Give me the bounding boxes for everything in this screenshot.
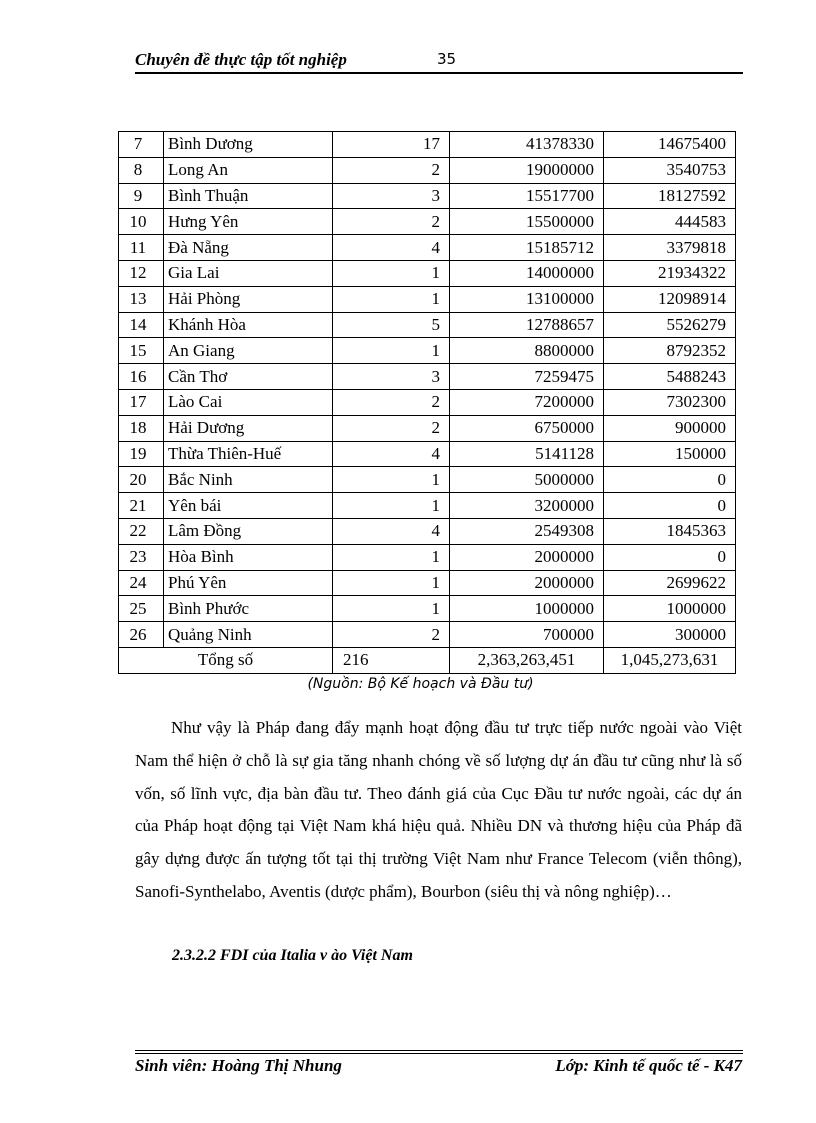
page-header [135,48,743,74]
footer-class: Lớp: Kinh tế quốc tế - K47 [555,1056,742,1075]
table-cell-registered-capital: 2000000 [450,544,604,570]
table-cell-province: Bắc Ninh [164,467,333,493]
header-rule [135,72,743,74]
table-cell-province: Quảng Ninh [164,622,333,648]
table-cell-stt: 7 [119,132,164,158]
table-cell-stt: 18 [119,415,164,441]
table-cell-projects: 1 [333,544,450,570]
table-cell-province: Hưng Yên [164,209,333,235]
table-cell-stt: 11 [119,235,164,261]
table-row [119,544,736,570]
table-cell-province: Gia Lai [164,260,333,286]
table-cell-projects: 4 [333,518,450,544]
table-cell-province: Bình Dương [164,132,333,158]
table-row [119,338,736,364]
table-cell-stt: 8 [119,157,164,183]
table-cell-registered-capital: 700000 [450,622,604,648]
table-cell-registered-capital: 15185712 [450,235,604,261]
table-cell-stt: 10 [119,209,164,235]
table-cell-stt: 17 [119,389,164,415]
table-cell-stt: 16 [119,364,164,390]
table-cell-stt: 19 [119,441,164,467]
table-cell-projects: 1 [333,286,450,312]
table-cell-implemented-capital: 7302300 [604,389,736,415]
footer-student: Sinh viên: Hoàng Thị Nhung [135,1056,342,1075]
table-cell-stt: 22 [119,518,164,544]
table-row [119,467,736,493]
table-cell-registered-capital: 3200000 [450,493,604,519]
total-registered-capital: 2,363,263,451 [450,647,604,673]
table-cell-implemented-capital: 444583 [604,209,736,235]
table-cell-stt: 26 [119,622,164,648]
table-cell-projects: 4 [333,441,450,467]
table-cell-registered-capital: 2549308 [450,518,604,544]
table-cell-implemented-capital: 3379818 [604,235,736,261]
header-title: Chuyên đề thực tập tốt nghiệp [135,50,347,69]
table-row [119,312,736,338]
table-cell-province: Lào Cai [164,389,333,415]
table-cell-stt: 14 [119,312,164,338]
table-cell-projects: 2 [333,389,450,415]
footer-rule [135,1053,743,1054]
table-row [119,389,736,415]
table-cell-province: Hòa Bình [164,544,333,570]
table-cell-province: Khánh Hòa [164,312,333,338]
table-cell-implemented-capital: 0 [604,544,736,570]
table-cell-projects: 1 [333,467,450,493]
table-cell-projects: 3 [333,364,450,390]
table-cell-projects: 1 [333,596,450,622]
table-cell-stt: 20 [119,467,164,493]
section-heading: 2.3.2.2 FDI của Italia v ào Việt Nam [172,947,413,964]
table-row [119,235,736,261]
table-body [119,132,736,674]
table-row [119,570,736,596]
table-cell-stt: 13 [119,286,164,312]
table-total-row [119,647,736,673]
fdi-province-table [118,131,736,674]
table-cell-implemented-capital: 0 [604,467,736,493]
table-source: (Nguồn: Bộ Kế hoạch và Đầu tư) [307,676,534,692]
table-cell-province: Hải Dương [164,415,333,441]
table-cell-implemented-capital: 12098914 [604,286,736,312]
table-row [119,518,736,544]
table-cell-province: Bình Thuận [164,183,333,209]
table-cell-province: Thừa Thiên-Huế [164,441,333,467]
footer-rule [135,1050,743,1051]
table-cell-registered-capital: 15500000 [450,209,604,235]
table-cell-stt: 9 [119,183,164,209]
table-cell-province: Phú Yên [164,570,333,596]
table-row [119,286,736,312]
total-implemented-capital: 1,045,273,631 [604,647,736,673]
table-cell-implemented-capital: 21934322 [604,260,736,286]
table-cell-projects: 2 [333,209,450,235]
table-row [119,364,736,390]
table-cell-registered-capital: 19000000 [450,157,604,183]
table-cell-registered-capital: 2000000 [450,570,604,596]
table-cell-stt: 15 [119,338,164,364]
table-cell-province: Đà Nẵng [164,235,333,261]
table-cell-projects: 1 [333,338,450,364]
table-cell-projects: 2 [333,157,450,183]
table-cell-registered-capital: 12788657 [450,312,604,338]
table-cell-registered-capital: 5000000 [450,467,604,493]
table-cell-implemented-capital: 900000 [604,415,736,441]
table-cell-stt: 24 [119,570,164,596]
table-cell-province: Cần Thơ [164,364,333,390]
total-projects: 216 [333,647,450,673]
table-cell-registered-capital: 14000000 [450,260,604,286]
table-cell-projects: 1 [333,570,450,596]
table-cell-implemented-capital: 18127592 [604,183,736,209]
table-cell-projects: 5 [333,312,450,338]
table-cell-projects: 2 [333,415,450,441]
table-cell-implemented-capital: 150000 [604,441,736,467]
table-cell-registered-capital: 41378330 [450,132,604,158]
total-label: Tổng số [119,647,333,673]
table-cell-stt: 21 [119,493,164,519]
table-cell-registered-capital: 8800000 [450,338,604,364]
table-cell-registered-capital: 7200000 [450,389,604,415]
table-cell-implemented-capital: 14675400 [604,132,736,158]
table-cell-implemented-capital: 1000000 [604,596,736,622]
table-cell-province: Bình Phước [164,596,333,622]
table-row [119,157,736,183]
table-cell-province: Long An [164,157,333,183]
table-cell-projects: 1 [333,493,450,519]
table-cell-province: An Giang [164,338,333,364]
table-row [119,132,736,158]
page-number: 35 [437,50,457,68]
table-cell-registered-capital: 13100000 [450,286,604,312]
table-row [119,622,736,648]
table-cell-projects: 17 [333,132,450,158]
table-cell-implemented-capital: 2699622 [604,570,736,596]
table-row [119,415,736,441]
table-cell-registered-capital: 15517700 [450,183,604,209]
table-row [119,493,736,519]
table-cell-implemented-capital: 300000 [604,622,736,648]
table-cell-registered-capital: 1000000 [450,596,604,622]
table-cell-projects: 3 [333,183,450,209]
table-cell-implemented-capital: 1845363 [604,518,736,544]
table-cell-projects: 4 [333,235,450,261]
table-cell-stt: 12 [119,260,164,286]
table-cell-stt: 23 [119,544,164,570]
table-cell-registered-capital: 7259475 [450,364,604,390]
table-cell-projects: 1 [333,260,450,286]
table-row [119,596,736,622]
table-cell-province: Yên bái [164,493,333,519]
table-row [119,183,736,209]
table-cell-registered-capital: 6750000 [450,415,604,441]
table-cell-projects: 2 [333,622,450,648]
table-row [119,441,736,467]
table-row [119,260,736,286]
table-cell-implemented-capital: 3540753 [604,157,736,183]
table-cell-implemented-capital: 8792352 [604,338,736,364]
table-cell-stt: 25 [119,596,164,622]
table-cell-province: Hải Phòng [164,286,333,312]
table-cell-implemented-capital: 5488243 [604,364,736,390]
body-paragraph: Như vậy là Pháp đang đẩy mạnh hoạt động đầu tư trực tiếp nước ngoài vào Việt Nam thể hiện ở chỗ là sự gia tăng nhanh chóng về số lượng dự án đầu tư cũng như là số vốn, số lĩnh vực, địa bàn đầu tư. Theo đánh giá của Cục Đầu tư nước ngoài, các dự án của Pháp hoạt động tại Việt Nam khá hiệu quả. Nhiều DN và thương hiệu của Pháp đã gây dựng được ấn tượng tốt tại thị trường Việt Nam như France Telecom (viễn thông), Sanofi-Synthelabo, Aventis (dược phẩm), Bourbon (siêu thị và nông nghiệp)… [135,718,742,901]
table-cell-implemented-capital: 5526279 [604,312,736,338]
table-cell-province: Lâm Đồng [164,518,333,544]
table-row [119,209,736,235]
table-cell-registered-capital: 5141128 [450,441,604,467]
table-cell-implemented-capital: 0 [604,493,736,519]
